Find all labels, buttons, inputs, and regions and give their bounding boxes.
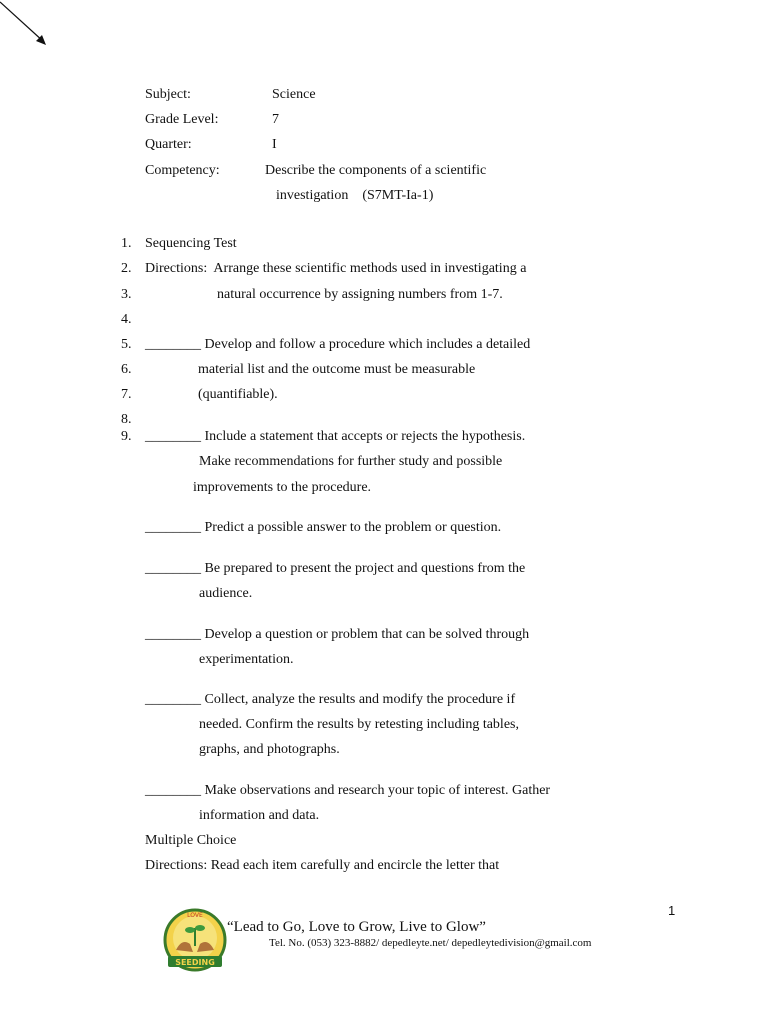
answer-blank[interactable]: ________ [145,627,201,642]
line-number: 7. [121,387,132,402]
item-text-continued: needed. Confirm the results by retesting including tables, [199,717,519,732]
line-number: 5. [121,337,132,352]
item-text-continued: graphs, and photographs. [199,742,340,757]
page-number: 1 [668,903,676,918]
logo-text: SEEDING [175,958,215,967]
line-number: 3. [121,287,132,302]
item-text-continued: Make recommendations for further study and possible [199,454,503,469]
item-text-continued: experimentation. [199,652,294,667]
sequencing-directions-1: Directions: Arrange these scientific methods used in investigating a [145,261,527,276]
item-text-continued: information and data. [199,808,320,823]
competency-line-2: investigation (S7MT-Ia-1) [276,188,434,203]
line-number: 4. [121,312,132,327]
line-number: 8. [121,412,132,427]
item-text: Include a statement that accepts or rejects the hypothesis. [201,429,526,444]
item-text: Develop and follow a procedure which includes a detailed [201,337,531,352]
sequencing-directions-2: natural occurrence by assigning numbers from 1-7. [217,287,503,302]
answer-blank[interactable]: ________ [145,337,201,352]
answer-blank[interactable]: ________ [145,561,201,576]
item-text: Predict a possible answer to the problem or question. [201,520,502,535]
sequence-item [145,691,515,709]
sequence-item [145,428,525,446]
sequence-item [145,336,530,354]
item-text: Be prepared to present the project and questions from the [201,561,526,576]
seeding-logo [160,908,230,972]
line-number: 2. [121,261,132,276]
line-number: 9. [121,429,132,444]
grade-label: Grade Level: [145,112,219,127]
grade-value: 7 [272,112,279,127]
item-text-continued: improvements to the procedure. [193,480,372,495]
line-number: 1. [121,236,132,251]
item-text-continued: (quantifiable). [198,387,278,402]
competency-label: Competency: [145,163,220,178]
item-text: Make observations and research your topic of interest. Gather [201,783,551,798]
quarter-value: I [272,137,277,152]
sequence-item [145,626,529,644]
sequence-item [145,519,501,537]
footer-contact: Tel. No. (053) 323-8882/ depedleyte.net/ depedleytedivision@gmail.com [269,937,592,949]
multiple-choice-title: Multiple Choice [145,833,237,848]
subject-label: Subject: [145,87,191,102]
answer-blank[interactable]: ________ [145,783,201,798]
item-text-continued: material list and the outcome must be measurable [198,362,476,377]
corner-arrow-icon [0,0,60,60]
answer-blank[interactable]: ________ [145,429,201,444]
item-text: Collect, analyze the results and modify the procedure if [201,692,516,707]
answer-blank[interactable]: ________ [145,692,201,707]
logo-arc-text: LOVE [187,912,203,919]
competency-line-1: Describe the components of a scientific [265,163,487,178]
footer-motto: “Lead to Go, Love to Grow, Live to Glow” [227,919,486,935]
sequence-item [145,782,550,800]
item-text: Develop a question or problem that can be solved through [201,627,530,642]
item-text-continued: audience. [199,586,253,601]
quarter-label: Quarter: [145,137,192,152]
answer-blank[interactable]: ________ [145,520,201,535]
subject-value: Science [272,87,316,102]
multiple-choice-directions: Directions: Read each item carefully and encircle the letter that [145,858,500,873]
sequence-item [145,560,525,578]
line-number: 6. [121,362,132,377]
sequencing-title: Sequencing Test [145,236,237,251]
